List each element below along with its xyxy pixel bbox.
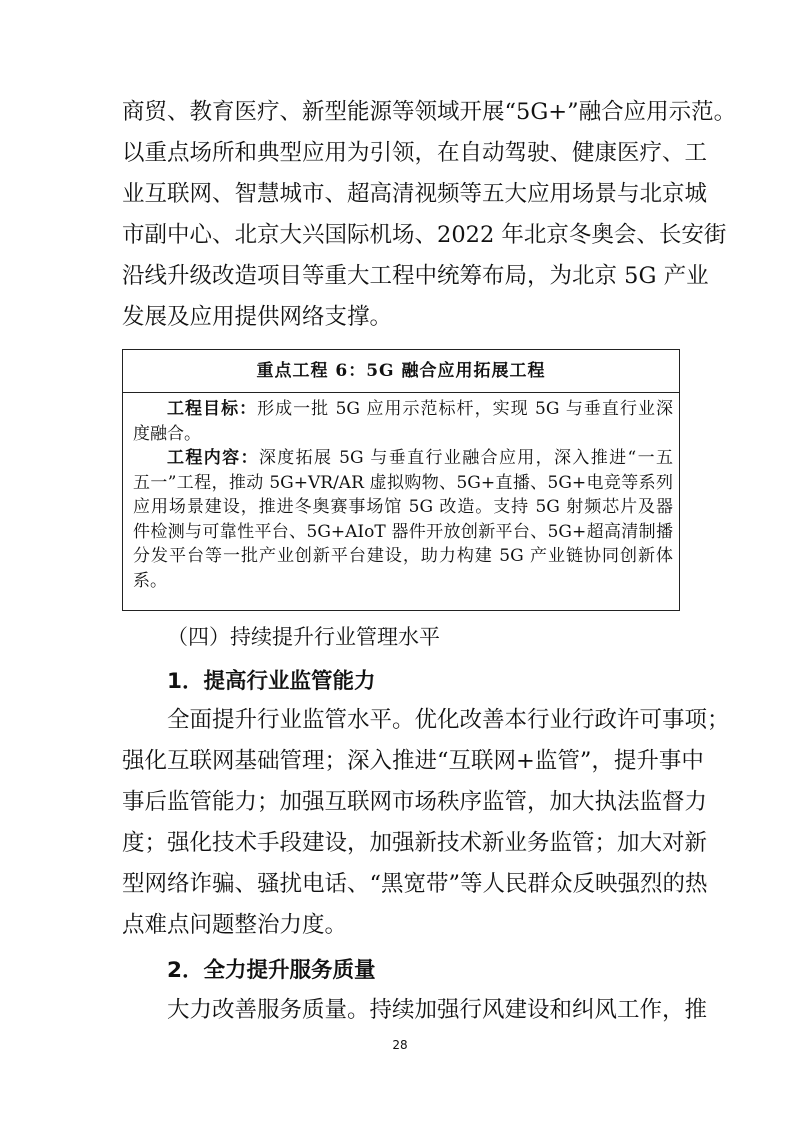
key-project-box (122, 349, 680, 611)
content-line: 五一”工程，推动 5G+VR/AR 虚拟购物、5G+直播、5G+电竞等系列 (133, 472, 673, 493)
text-line: 事后监管能力；加强互联网市场秩序监管，加大执法监督力 (122, 789, 708, 815)
text-line: 大力改善服务质量。持续加强行风建设和纠风工作，推 (167, 997, 708, 1023)
content-label: 工程内容： (167, 448, 259, 468)
sub1-paragraph (122, 700, 730, 946)
subsection-heading: 1．提高行业监管能力 (167, 669, 376, 694)
content-line: 系。 (133, 570, 167, 591)
content-line: 分发平台等一批产业创新平台建设，助力构建 5G 产业链协同创新体 (133, 546, 673, 566)
text-line: 强化互联网基础管理；深入推进“互联网+监管”，提升事中 (122, 748, 704, 774)
box-body (123, 393, 679, 593)
text-line: 度；强化技术手段建设，加强新技术新业务监管；加大对新 (122, 830, 708, 856)
content-line (133, 446, 673, 471)
goal-line: 度融合。 (133, 423, 201, 444)
goal-text: 形成一批 5G 应用示范标杆，实现 5G 与垂直行业深 (257, 399, 673, 419)
text-line: 发展及应用提供网络支撑。 (122, 304, 393, 330)
box-title: 重点工程 6：5G 融合应用拓展工程 (123, 350, 679, 393)
text-line: 沿线升级改造项目等重大工程中统筹布局，为北京 5G 产业 (122, 263, 709, 289)
text-line: 以重点场所和典型应用为引领，在自动驾驶、健康医疗、工 (122, 140, 708, 166)
content-line: 应用场景建设，推进冬奥赛事场馆 5G 改造。支持 5G 射频芯片及器 (133, 497, 673, 517)
content-line: 件检测与可靠性平台、5G+AIoT 器件开放创新平台、5G+超高清制播 (133, 521, 673, 542)
goal-label: 工程目标： (167, 399, 258, 419)
text-line: 市副中心、北京大兴国际机场、2022 年北京冬奥会、长安街 (122, 222, 727, 248)
goal-line (133, 397, 673, 422)
text-line: 型网络诈骗、骚扰电话、“黑宽带”等人民群众反映强烈的热 (122, 871, 708, 897)
intro-paragraph (122, 92, 737, 338)
page-number: 28 (392, 1038, 408, 1052)
content-text: 深度拓展 5G 与垂直行业融合应用，深入推进“一五 (258, 448, 673, 468)
section-heading: （四）持续提升行业管理水平 (167, 625, 440, 649)
text-line: 全面提升行业监管水平。优化改善本行业行政许可事项； (167, 707, 730, 733)
text-line: 点难点问题整治力度。 (122, 912, 348, 938)
text-line: 商贸、教育医疗、新型能源等领域开展“5G+”融合应用示范。 (122, 99, 737, 125)
subsection-heading: 2．全力提升服务质量 (167, 958, 376, 983)
sub2-paragraph (122, 990, 708, 1031)
text-line: 业互联网、智慧城市、超高清视频等五大应用场景与北京城 (122, 181, 708, 207)
